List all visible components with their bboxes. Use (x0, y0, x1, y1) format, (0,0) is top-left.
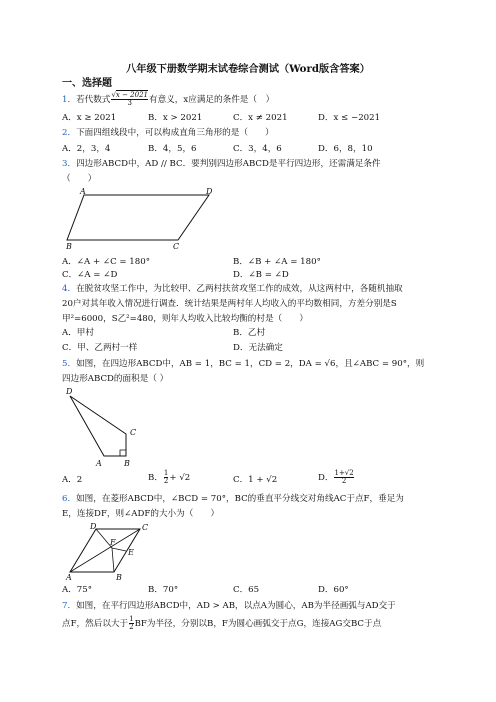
vertex-label-a: A (96, 459, 102, 468)
option-letter: D． (318, 473, 334, 483)
vertex-label-a: A (80, 187, 86, 196)
option-a: A．∠A + ∠C = 180° (62, 257, 151, 267)
question-number: 4． (62, 284, 77, 294)
vertex-label-b: B (116, 573, 122, 582)
option-d: D．无法确定 (233, 343, 283, 353)
option-d (318, 470, 355, 485)
question-5 (62, 358, 424, 370)
option-c: C．65 (233, 585, 260, 595)
rhombus-figure (66, 524, 156, 580)
question-7 (62, 600, 396, 612)
vertex-label-d: D (66, 387, 73, 396)
question-3 (62, 158, 381, 170)
parallelogram-figure (66, 187, 226, 251)
option-b: B．乙村 (233, 328, 266, 338)
option-c: C．1 + √2 (233, 475, 278, 485)
segment-fb (112, 548, 114, 572)
option-c: C．x ≠ 2021 (233, 113, 288, 123)
option-d: D．∠B = ∠D (233, 270, 289, 280)
option-c: C．3，4，6 (233, 144, 282, 154)
vertex-label-c: C (130, 428, 137, 437)
question-4 (62, 283, 403, 295)
vertex-label-a: A (66, 573, 72, 582)
quadrilateral-shape (70, 396, 126, 456)
section-heading: 一、选择题 (62, 78, 112, 89)
option-a: A．甲村 (62, 328, 94, 338)
option-a: A．75° (62, 585, 93, 595)
question-number: 6． (62, 494, 77, 504)
numerator: 1 (129, 615, 134, 623)
question-text: 若代数式 (76, 95, 111, 105)
right-angle-mark (120, 450, 126, 456)
option-d: D．x ≤ −2021 (318, 113, 381, 123)
numerator: 1 (163, 469, 169, 477)
question-2 (62, 127, 274, 139)
option-c: C．甲、乙两村一样 (62, 343, 138, 353)
option-b: B．70° (148, 585, 179, 595)
denominator: 2 (334, 477, 353, 485)
denominator: 2 (163, 477, 169, 485)
question-text: 在脱贫攻坚工作中，为比较甲、乙两村扶贫攻坚工作的成效，从这两村中，各随机抽取 (76, 284, 403, 294)
parallelogram-shape (67, 195, 209, 240)
question-4-line-3: 甲²=6000，S乙²=480，则年人均收入比较均衡的村是（ ） (62, 314, 308, 324)
quadrilateral-figure (66, 388, 146, 470)
question-text: 如图，在四边形ABCD中，AB = 1，BC = 1，CD = 2，DA = √6，且∠ABC = 90°，则 (76, 359, 425, 369)
question-number: 3． (62, 159, 77, 169)
option-d: D．6，8，10 (318, 144, 373, 154)
question-number: 7． (62, 601, 77, 611)
question-text: 点F，然后以大于 (62, 619, 129, 629)
perpendicular-bisector (112, 548, 126, 551)
option-a: A．2，3，4 (62, 144, 111, 154)
question-6 (62, 493, 404, 505)
vertex-label-d: D (90, 522, 97, 531)
fraction (334, 470, 353, 485)
denominator: 3 (127, 99, 132, 107)
denominator: 2 (129, 623, 134, 631)
question-text: 如图，在菱形ABCD中，∠BCD = 70°，BC的垂直平分线交对角线AC于点F，垂足为 (76, 494, 404, 504)
vertex-label-c: C (173, 242, 180, 251)
point-label-e: E (128, 548, 134, 557)
radicand: x − 2021 (115, 91, 148, 99)
option-letter: B． (148, 473, 163, 483)
vertex-label-d: D (206, 187, 213, 196)
option-a: A．x ≥ 2021 (62, 113, 117, 123)
option-c: C．∠A = ∠D (62, 270, 118, 280)
page-title: 八年级下册数学期末试卷综合测试（Word版含答案） (126, 63, 370, 75)
option-a: A．2 (62, 475, 83, 485)
vertex-label-c: C (142, 523, 149, 532)
question-text: 下面四组线段中，可以构成直角三角形的是（ ） (76, 128, 274, 138)
question-number: 2． (62, 128, 77, 138)
option-b: B．4，5，6 (148, 144, 197, 154)
vertex-label-b: B (124, 459, 130, 468)
question-text: BF为半径，分别以B，F为圆心画弧交于点G，连接AG交BC于点 (134, 619, 382, 629)
question-3-answer-bracket: （ ） (62, 174, 97, 184)
question-1 (62, 92, 274, 107)
vertex-label-b: B (66, 242, 72, 251)
question-number: 5． (62, 359, 77, 369)
question-text: 四边形ABCD中，AD // BC．要判别四边形ABCD是平行四边形，还需满足条件 (76, 159, 381, 169)
option-d: D．60° (318, 585, 349, 595)
fraction (164, 470, 168, 485)
numerator: 1+√2 (334, 469, 354, 477)
question-text: 如图，在平行四边形ABCD中，AD > AB，以点A为圆心，AB为半径画弧与AD交于 (76, 601, 396, 611)
option-text: + √2 (169, 473, 191, 483)
question-text: 有意义，x应满足的条件是（ ） (149, 95, 275, 105)
fraction (129, 616, 133, 631)
question-4-line-2: 20户对其年收入情况进行调查．统计结果是两村年人均收入的平均数相同，方差分别是S (62, 299, 397, 309)
question-5-line-2: 四边形ABCD的面积是（ ） (62, 374, 169, 384)
option-b (148, 470, 190, 485)
question-7-line-2 (62, 616, 381, 631)
point-label-f: F (110, 538, 116, 547)
question-number: 1． (62, 95, 77, 105)
fraction: $\frac{√x - 2021}{3}$ (111, 91, 148, 107)
option-b: B．x > 2021 (148, 113, 203, 123)
question-6-line-2: E，连接DF，则∠ADF的大小为（ ） (62, 509, 220, 519)
option-b: B．∠B + ∠A = 180° (233, 257, 321, 267)
